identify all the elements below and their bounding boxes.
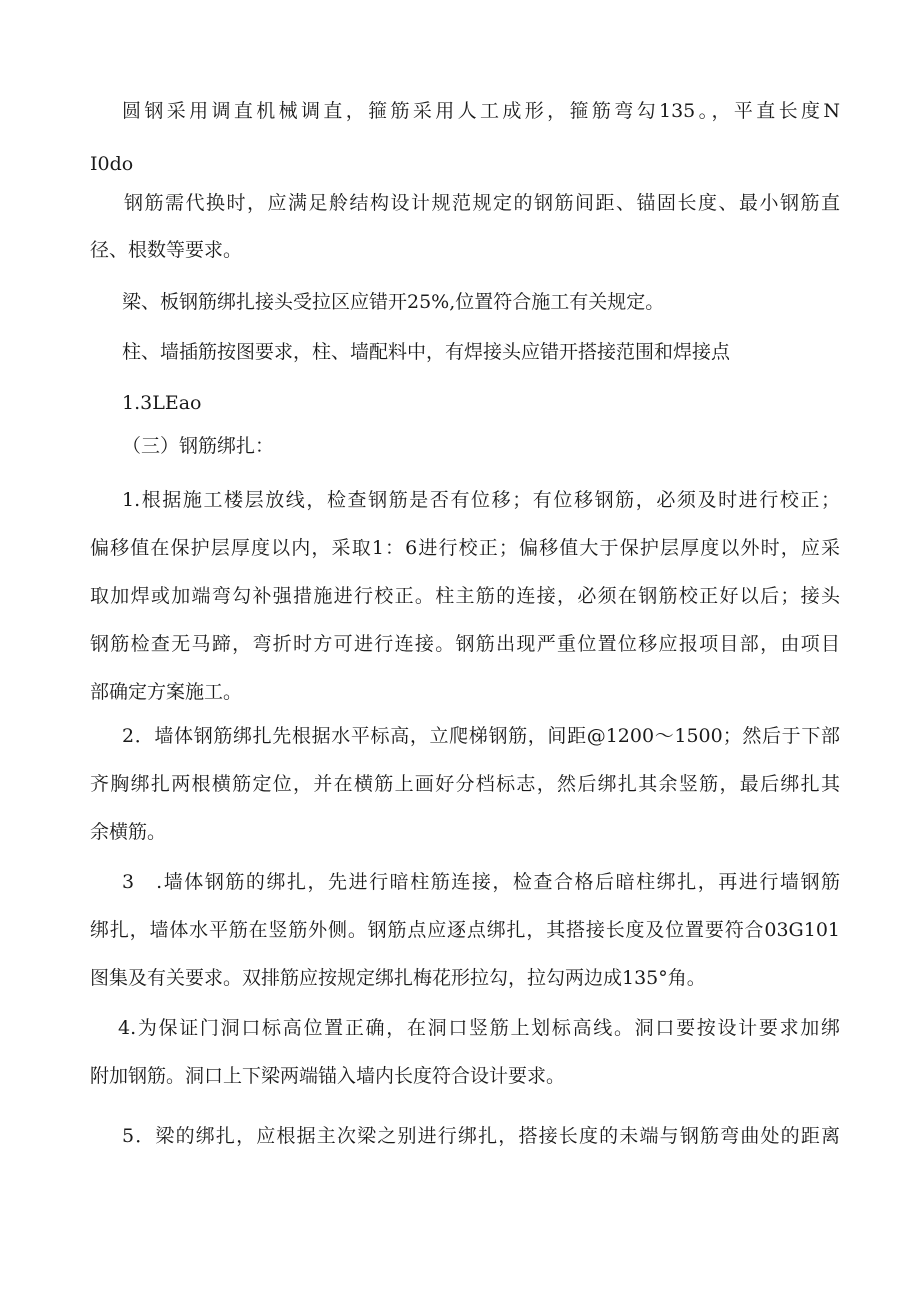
text-line: 梁、板钢筋绑扎接头受拉区应错开25%,位置符合施工有关规定。 bbox=[122, 291, 665, 313]
text-line: 柱、墙插筋按图要求，柱、墙配料中，有焊接头应错开搭接范围和焊接点 bbox=[122, 341, 731, 363]
text-line: 附加钢筋。洞口上下梁两端锚入墙内长度符合设计要求。 bbox=[90, 1065, 566, 1087]
text-line: I0do bbox=[90, 153, 134, 175]
text-line: 偏移值在保护层厚度以内，采取1：6进行校正；偏移值大于保护层厚度以外时，应采 bbox=[90, 537, 840, 559]
text-line: 图集及有关要求。双排筋应按规定绑扎梅花形拉勾，拉勾两边成135°角。 bbox=[90, 967, 706, 989]
text-line: 2．墙体钢筋绑扎先根据水平标高，立爬梯钢筋，间距@1200～1500；然后于下部 bbox=[122, 725, 840, 747]
text-line: 3 .墙体钢筋的绑扎，先进行暗柱筋连接，检查合格后暗柱绑扎，再进行墙钢筋 bbox=[122, 871, 840, 893]
text-line: 1.根据施工楼层放线，检查钢筋是否有位移；有位移钢筋，必须及时进行校正； bbox=[122, 489, 840, 511]
text-line: 4.为保证门洞口标高位置正确，在洞口竖筋上划标高线。洞口要按设计要求加绑 bbox=[118, 1017, 840, 1039]
text-line: 齐胸绑扎两根横筋定位，并在横筋上画好分档标志，然后绑扎其余竖筋，最后绑扎其 bbox=[90, 773, 840, 795]
text-line: 部确定方案施工。 bbox=[90, 681, 243, 703]
text-line: 圆钢采用调直机械调直，箍筋采用人工成形，箍筋弯勾135。，平直长度N bbox=[122, 100, 840, 122]
section-heading: （三）钢筋绑扎： bbox=[122, 435, 275, 457]
text-line: 5．梁的绑扎，应根据主次梁之别进行绑扎，搭接长度的未端与钢筋弯曲处的距离 bbox=[122, 1125, 840, 1147]
text-line: 绑扎，墙体水平筋在竖筋外侧。钢筋点应逐点绑扎，其搭接长度及位置要符合03G101 bbox=[90, 919, 840, 941]
text-line: 余横筋。 bbox=[90, 821, 167, 843]
text-line: 1.3LEao bbox=[122, 392, 202, 414]
text-line: 钢筋检查无马蹄，弯折时方可进行连接。钢筋出现严重位置位移应报项目部，由项目 bbox=[90, 633, 840, 655]
text-line: 取加焊或加端弯勾补强措施进行校正。柱主筋的连接，必须在钢筋校正好以后；接头 bbox=[90, 585, 840, 607]
text-line: 钢筋需代换时，应满足舲结构设计规范规定的钢筋间距、锚固长度、最小钢筋直 bbox=[124, 192, 840, 214]
text-line: 径、根数等要求。 bbox=[90, 239, 243, 261]
